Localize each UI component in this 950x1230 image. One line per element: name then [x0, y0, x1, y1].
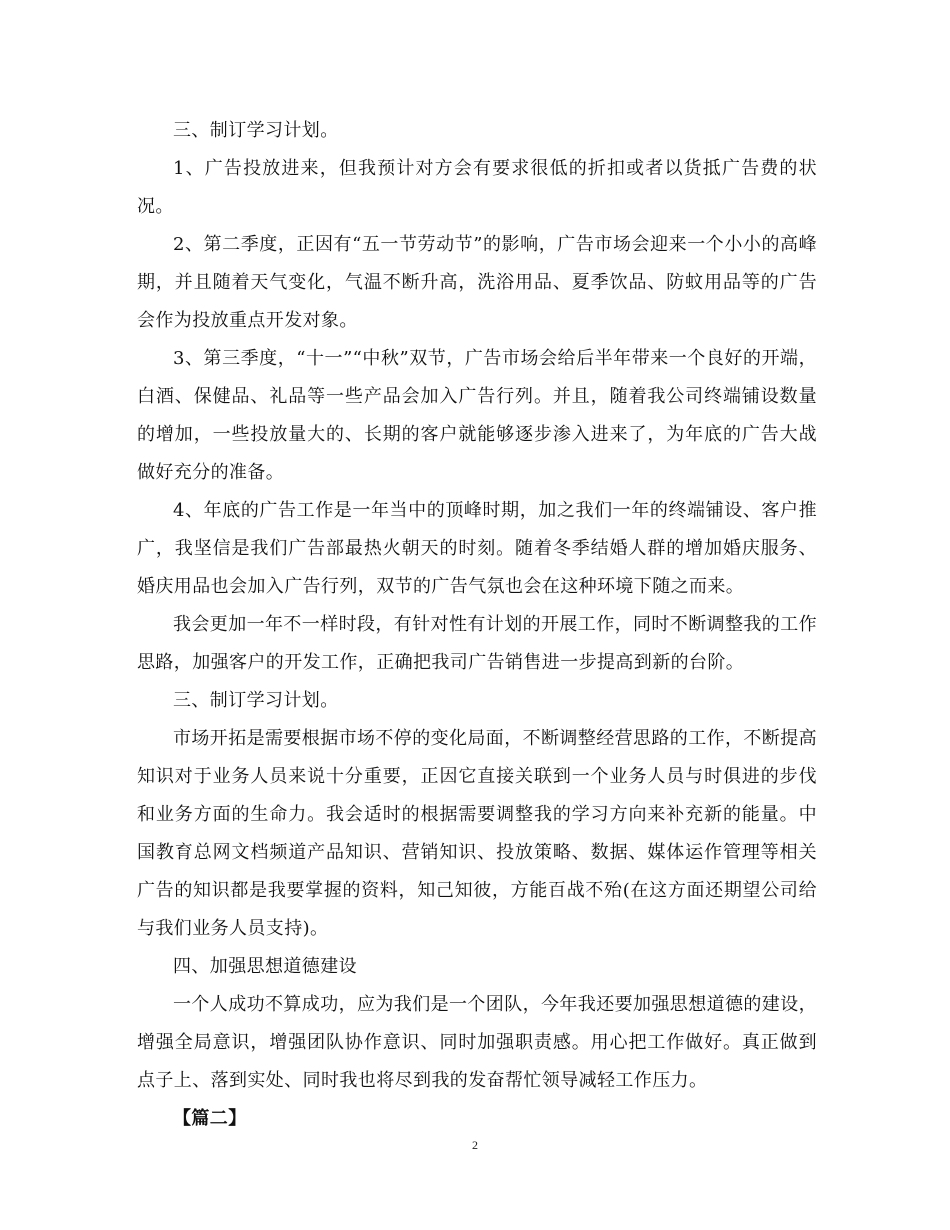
- paragraph-item-2: 2、第二季度，正因有“五一节劳动节”的影响，广告市场会迎来一个小小的高峰期，并且随着天气变化，气温不断升高，洗浴用品、夏季饮品、防蚊用品等的广告会作为投放重点开发对象。: [137, 234, 817, 331]
- section-heading: 【篇二】: [173, 1108, 247, 1129]
- paragraph-summary: 我会更加一年不一样时段，有针对性有计划的开展工作，同时不断调整我的工作思路，加强客户的开发工作，正确把我司广告销售进一步提高到新的台阶。: [137, 614, 817, 673]
- paragraph-heading-study-plan: 三、制订学习计划。: [173, 120, 339, 141]
- paragraph-market-study: 市场开拓是需要根据市场不停的变化局面，不断调整经营思路的工作，不断提高知识对于业务人员来说十分重要，正因它直接关联到一个业务人员与时俱进的步伐和业务方面的生命力。我会适时的根据需要调整我的学习方向来补充新的能量。中国教育总网文档频道产品知识、营销知识、投放策略、数据、媒体运作管理等相关广告的知识都是我要掌握的资料，知己知彼，方能百战不殆(在这方面还期望公司给与我们业务人员支持)。: [137, 728, 817, 939]
- document-body: [137, 112, 817, 1138]
- paragraph-heading-ethics: 四、加强思想道德建设: [173, 956, 357, 977]
- paragraph-ethics: 一个人成功不算成功，应为我们是一个团队，今年我还要加强思想道德的建设，增强全局意识，增强团队协作意识、同时加强职责感。用心把工作做好。真正做到点子上、落到实处、同时我也将尽到我的发奋帮忙领导减轻工作压力。: [137, 994, 817, 1091]
- paragraph-heading-study-plan-2: 三、制订学习计划。: [173, 690, 339, 711]
- paragraph-item-3: 3、第三季度，“十一”“中秋”双节，广告市场会给后半年带来一个良好的开端，白酒、保健品、礼品等一些产品会加入广告行列。并且，随着我公司终端铺设数量的增加，一些投放量大的、长期的客户就能够逐步渗入进来了，为年底的广告大战做好充分的准备。: [137, 348, 817, 483]
- page-number: 2: [472, 1138, 478, 1152]
- paragraph-item-1: 1、广告投放进来，但我预计对方会有要求很低的折扣或者以货抵广告费的状况。: [137, 158, 817, 217]
- paragraph-item-4: 4、年底的广告工作是一年当中的顶峰时期，加之我们一年的终端铺设、客户推广，我坚信是我们广告部最热火朝天的时刻。随着冬季结婚人群的增加婚庆服务、婚庆用品也会加入广告行列，双节的广告气氛也会在这种环境下随之而来。: [137, 500, 817, 597]
